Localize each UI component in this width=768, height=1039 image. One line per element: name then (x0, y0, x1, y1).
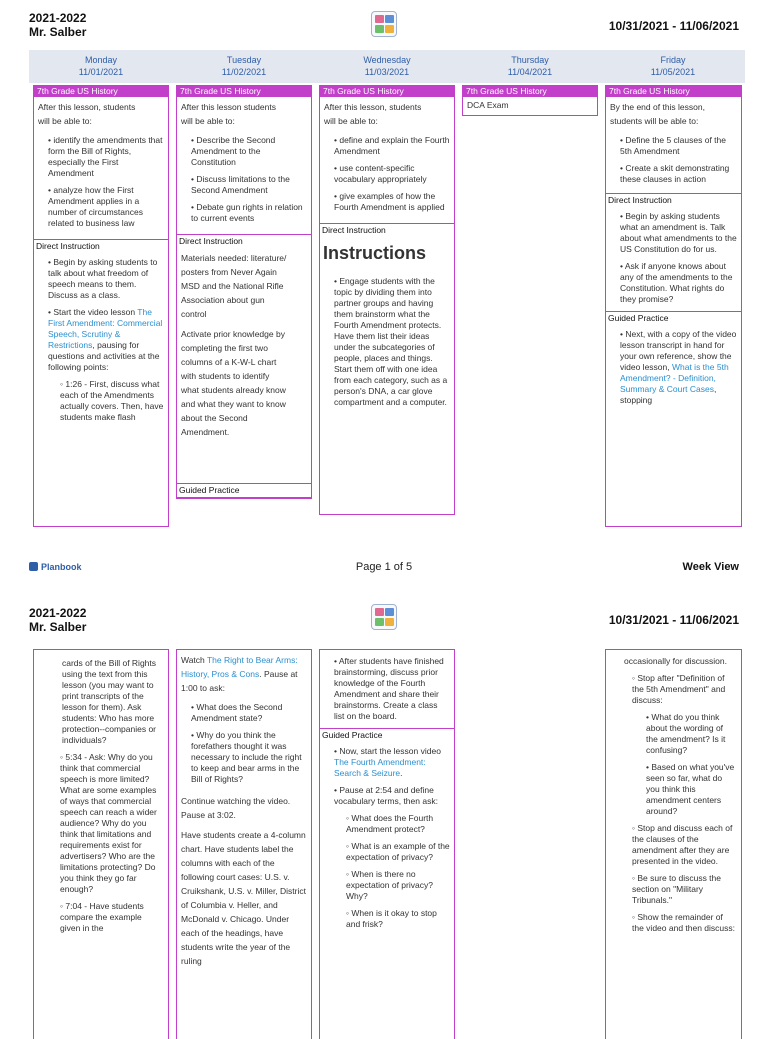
instruction-subbullet: ◦ 7:04 - Have students compare the example given in the (60, 901, 144, 933)
day-header-wednesday[interactable] (319, 50, 455, 83)
date-range: 10/31/2021 - 11/06/2021 (608, 613, 739, 627)
section-direct-instruction: Direct Instruction (320, 223, 454, 237)
objective-intro: After this lesson, students will be able to: (324, 102, 422, 126)
question-subbullet: ◦ When is there no expectation of privacy? Why? (346, 869, 433, 901)
objective-intro: After this lesson, students will be able to: (38, 102, 136, 126)
practice-bullet: • Now, start the lesson video The Fourth Amendment: Search & Seizure. (334, 746, 441, 778)
day-name: Friday (660, 55, 686, 65)
lesson-card-thursday[interactable] (462, 85, 598, 116)
day-date: 11/02/2021 (221, 67, 267, 77)
day-header-monday[interactable] (33, 50, 169, 83)
instruction-bullet: • Start the video lesson The First Amendment: Commercial Speech, Scrutiny & Restrictions, pausing for questions and activities at the following points: (48, 307, 163, 372)
objective-bullet: • identify the amendments that form the Bill of Rights, especially the First Amendment (48, 135, 163, 178)
page-header (0, 598, 768, 638)
lesson-card-wednesday[interactable] (319, 85, 455, 515)
day-date: 11/04/2021 (507, 67, 553, 77)
objective-bullet: • Discuss limitations to the Second Amendment (191, 174, 290, 195)
page-header (0, 0, 768, 40)
day-header-thursday[interactable] (462, 50, 598, 83)
section-direct-instruction: Direct Instruction (606, 193, 741, 207)
materials-text: Materials needed: literature/ posters from Never Again MSD and the National Rifle Association about gun control (181, 253, 287, 319)
objective-bullet: • Create a skit demonstrating these clauses in action (620, 163, 730, 184)
course-title: 7th Grade US History (34, 86, 168, 97)
video-link[interactable]: The Fourth Amendment: Search & Seizure (334, 757, 426, 778)
instruction-subbullet: ◦ 1:26 - First, discuss what each of the Amendments actually covers. Then, have students make flash (60, 379, 164, 422)
chart-text: Have students create a 4-column chart. Have students label the columns with each of the following court cases: U.S. v. Cruikshank, U.S. v. Miller, District of Columbia v. Heller, and McDonald v. Chicago. Under each of the headings, have students write the year of the ruling (181, 830, 307, 966)
objective-bullet: • analyze how the First Amendment applies in a number of circumstances related to business law (48, 185, 143, 228)
question-bullet: • Based on what you've seen so far, what do you think this amendment centers around? (646, 762, 735, 816)
section-guided-practice: Guided Practice (177, 483, 311, 498)
video-link[interactable]: What is the 5th Amendment? - Definition, Summary & Court Cases (620, 362, 729, 394)
school-year: 2021-2022 (29, 606, 87, 620)
watch-text: Watch The Right to Bear Arms: History, Pros & Cons. Pause at 1:00 to ask: (181, 655, 298, 693)
video-link[interactable]: The First Amendment: Commercial Speech, Scrutiny & Restrictions (48, 307, 163, 350)
practice-subbullet: ◦ Stop and discuss each of the clauses of the amendment after they are presented in the video. (632, 823, 733, 866)
question-bullet: • What does the Second Amendment state? (191, 702, 283, 723)
section-direct-instruction: Direct Instruction (34, 239, 168, 253)
question-subbullet: ◦ What does the Fourth Amendment protect? (346, 813, 434, 834)
lesson-card-tuesday[interactable] (176, 85, 312, 499)
teacher-name: Mr. Salber (29, 620, 87, 634)
instruction-bullet: • Ask if anyone knows about any of the amendments to the Constitution. What rights do they promise? (620, 261, 733, 304)
objective-intro: After this lesson students will be able to: (181, 102, 276, 126)
page-number: Page 1 of 5 (355, 561, 413, 573)
question-bullet: • Why do you think the forefathers thought it was necessary to include the right to keep and bear arms in the Bill of Rights? (191, 730, 302, 784)
video-link[interactable]: The Right to Bear Arms: History, Pros & Cons (181, 655, 298, 679)
course-title: 7th Grade US History (463, 86, 597, 97)
planbook-logo-icon (371, 604, 397, 630)
lesson-card-friday[interactable] (605, 85, 742, 527)
section-guided-practice: Guided Practice (320, 728, 454, 742)
brand-name: Planbook (41, 562, 82, 572)
objective-bullet: • Describe the Second Amendment to the Constitution (191, 135, 276, 167)
course-title: 7th Grade US History (606, 86, 741, 97)
practice-bullet: • Next, with a copy of the video lesson transcript in hand for your own reference, show the video lesson, What is the 5th Amendment? - Definition, Summary & Court Cases, stopping (620, 329, 737, 405)
section-direct-instruction: Direct Instruction (177, 234, 311, 248)
course-title: 7th Grade US History (320, 86, 454, 97)
question-subbullet: ◦ What is an example of the expectation of privacy? (346, 841, 450, 862)
school-year: 2021-2022 (29, 11, 87, 25)
planbook-logo-icon (371, 11, 397, 37)
day-date: 11/01/2021 (78, 67, 124, 77)
instruction-bullet: • Begin by asking students what an amendment is. Talk about what amendments to the US Constitution do for us. (620, 211, 737, 254)
question-subbullet: ◦ When is it okay to stop and frisk? (346, 908, 437, 929)
day-name: Thursday (511, 55, 549, 65)
prior-knowledge-text: Activate prior knowledge by completing the first two columns of a K-W-L chart with students to identify what students already know and what they want to know about the Second Amendment. (181, 329, 286, 437)
day-header-bar (29, 50, 745, 83)
exam-text: DCA Exam (467, 100, 509, 110)
instruction-bullet: • Engage students with the topic by dividing them into partner groups and having them brainstorm what the Fourth Amendment protects. Have them list their ideas under the subcategories of people, places and things. Start them off with one idea from each category, such as a person's DNA, a car glove compartment and a computer. (334, 276, 448, 407)
practice-text: occasionally for discussion. (624, 656, 727, 666)
day-header-friday[interactable] (605, 50, 741, 83)
objective-bullet: • define and explain the Fourth Amendment (334, 135, 450, 156)
day-header-tuesday[interactable] (176, 50, 312, 83)
day-name: Wednesday (363, 55, 411, 65)
view-label: Week View (682, 561, 739, 573)
day-name: Monday (84, 55, 118, 65)
practice-bullet: • Pause at 2:54 and define vocabulary terms, then ask: (334, 785, 438, 806)
objective-intro: By the end of this lesson, students will be able to: (610, 102, 705, 126)
day-name: Tuesday (226, 55, 262, 65)
lesson-card-friday-cont[interactable] (605, 649, 742, 1039)
lesson-card-monday[interactable] (33, 85, 169, 527)
instruction-subbullet: cards of the Bill of Rights using the text from this lesson (you may want to print transcripts of the lesson for them). Ask students: Who has more protection--companies or individuals? (62, 658, 157, 745)
practice-subbullet: ◦ Be sure to discuss the section on "Military Tribunals." (632, 873, 722, 905)
objective-bullet: • Define the 5 clauses of the 5th Amendment (620, 135, 726, 156)
day-date: 11/05/2021 (650, 67, 696, 77)
instructions-heading: Instructions (323, 243, 427, 263)
teacher-name: Mr. Salber (29, 25, 87, 39)
question-bullet: • What do you think about the wording of the amendment? Is it confusing? (646, 712, 726, 755)
date-range: 10/31/2021 - 11/06/2021 (608, 19, 739, 33)
course-title: 7th Grade US History (177, 86, 311, 97)
instruction-subbullet: ◦ 5:34 - Ask: Why do you think that commercial speech is more limited? What are some examples of ways that commercial speech can reach a wider audience? Why do you think that limitations and requirements exist for advertisers? Who are the limitations protecting? Do you think they go far enough? (60, 752, 157, 894)
day-date: 11/03/2021 (364, 67, 410, 77)
practice-subbullet: ◦ Show the remainder of the video and then discuss: (632, 912, 736, 933)
lesson-card-tuesday-cont[interactable] (176, 649, 312, 1039)
lesson-card-monday-cont[interactable] (33, 649, 169, 1039)
objective-bullet: • use content-specific vocabulary appropriately (334, 163, 427, 184)
objective-bullet: • give examples of how the Fourth Amendment is applied (334, 191, 445, 212)
instruction-bullet: • Begin by asking students to talk about what freedom of speech means to them. Discuss as a class. (48, 257, 158, 300)
practice-subbullet: ◦ Stop after "Definition of the 5th Amendment" and discuss: (632, 673, 726, 705)
lesson-card-wednesday-cont[interactable] (319, 649, 455, 1039)
instruction-bullet: • After students have finished brainstorming, discuss prior knowledge of the Fourth Amendment and share their brainstorms. Create a class list on the board. (334, 656, 444, 721)
objective-bullet: • Debate gun rights in relation to current events (191, 202, 303, 223)
continue-text: Continue watching the video. Pause at 3:02. (181, 796, 291, 820)
section-guided-practice: Guided Practice (606, 311, 741, 325)
